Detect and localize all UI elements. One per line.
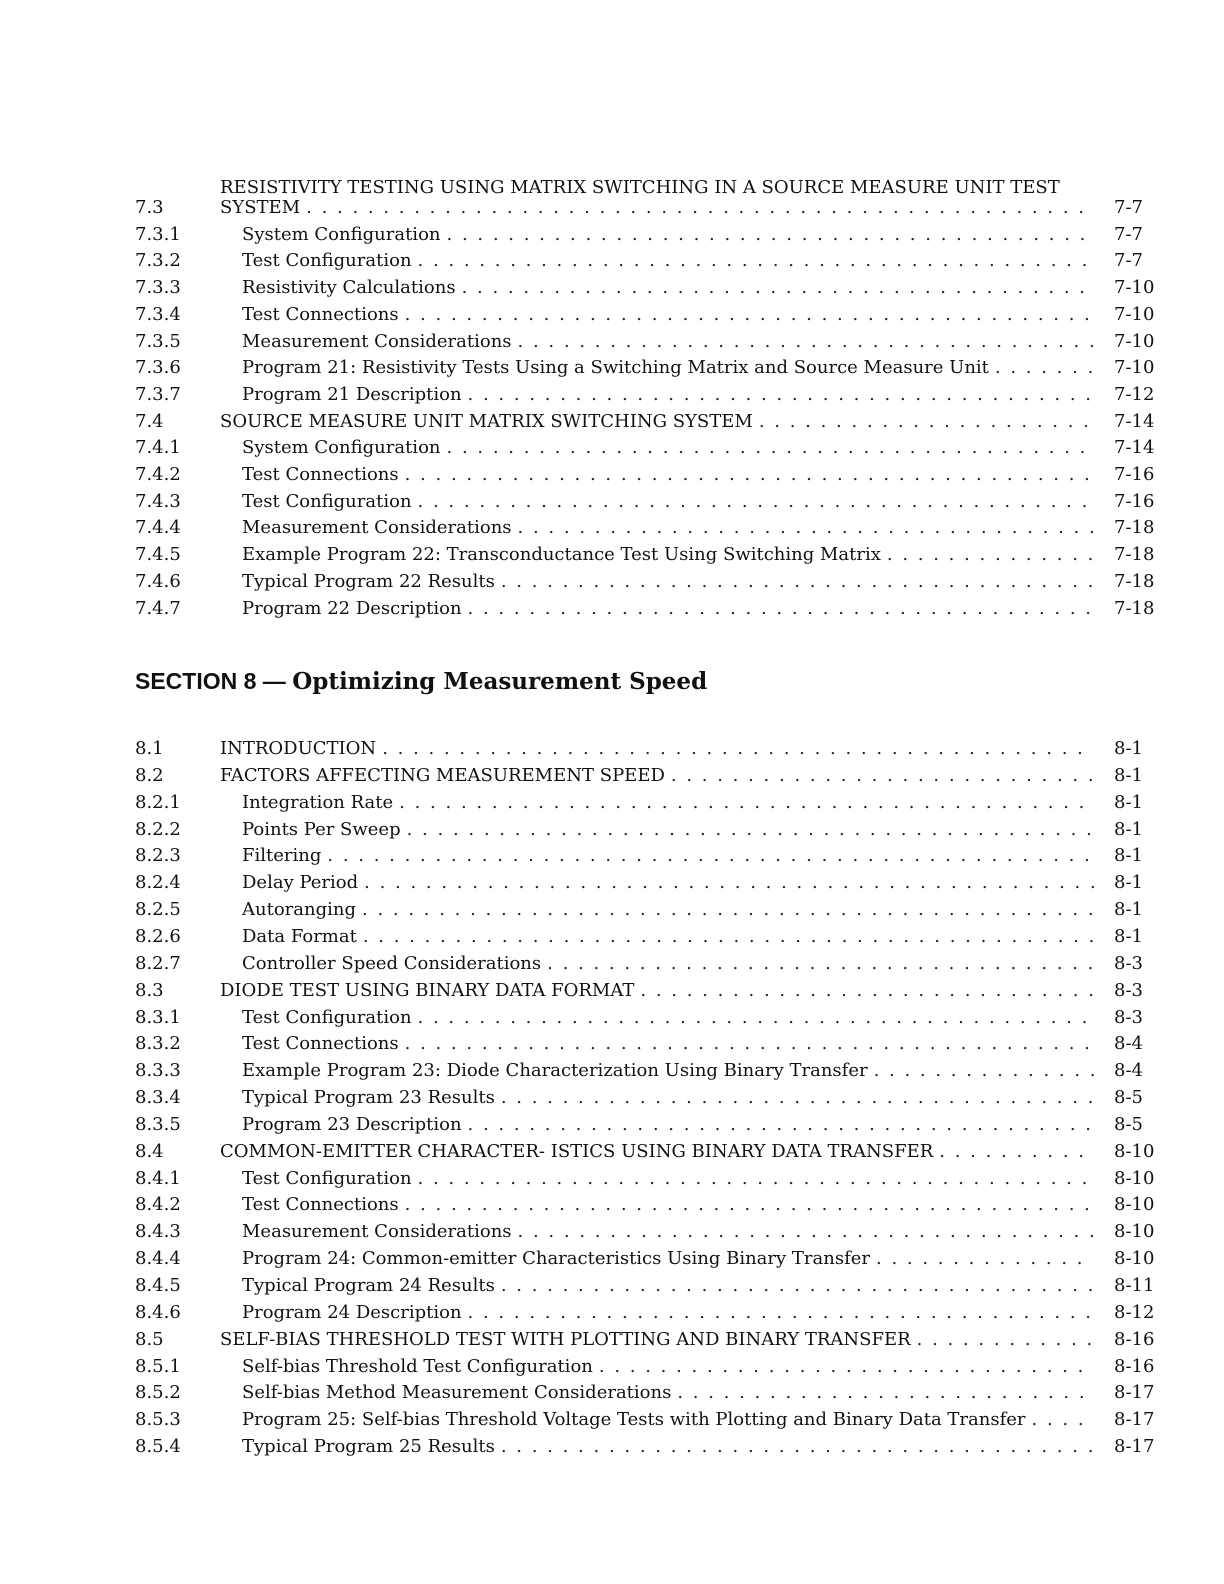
toc-entry-page: 8-12: [1114, 1301, 1155, 1323]
dot-leader: [939, 1138, 1094, 1165]
toc-entry[interactable]: [0, 461, 1224, 488]
toc-entry-page: 8-17: [1114, 1436, 1155, 1458]
dot-leader: [405, 461, 1094, 488]
toc-entry-number: 8.2.2: [135, 818, 181, 840]
toc-entry-page: 7-18: [1114, 570, 1155, 592]
toc-entry-number: 7.4.3: [135, 490, 181, 512]
toc-entry-number: 8.1: [135, 738, 164, 759]
toc-entry-title-group: [242, 328, 1094, 355]
dot-leader: [1032, 1406, 1094, 1433]
toc-entry-number: 7.3.5: [135, 330, 181, 352]
toc-entry-title-group: [242, 896, 1094, 923]
toc-entry-number: 8.2.1: [135, 791, 181, 813]
dot-leader: [468, 1299, 1094, 1326]
toc-entry-title-group: [242, 950, 1094, 977]
toc-entry[interactable]: [0, 434, 1224, 461]
toc-entry-title: Delay Period: [242, 872, 359, 894]
toc-entry[interactable]: [0, 789, 1224, 816]
toc-entry-title: Typical Program 23 Results: [242, 1087, 495, 1109]
toc-entry[interactable]: [0, 869, 1224, 896]
toc-entry-title: Resistivity Calculations: [242, 277, 456, 299]
toc-entry-page: 8-1: [1114, 818, 1143, 840]
toc-entry-title: DIODE TEST USING BINARY DATA FORMAT: [220, 979, 635, 1001]
toc-entry-title-group: [220, 977, 1094, 1004]
dot-leader: [518, 1218, 1094, 1245]
toc-entry-number: 8.2.5: [135, 899, 181, 921]
dot-leader: [671, 762, 1094, 789]
toc-entry[interactable]: [0, 735, 1224, 762]
section-label: SECTION 8 —: [135, 668, 293, 694]
toc-entry-number: 8.2.7: [135, 952, 181, 974]
toc-entry-page: 7-10: [1114, 277, 1155, 299]
dot-leader: [418, 1165, 1094, 1192]
toc-entry-title: Test Configuration: [242, 1006, 412, 1028]
toc-entry-number: 7.3.2: [135, 250, 181, 272]
toc-entry-title: Test Connections: [242, 1033, 399, 1055]
toc-entry-number: 7.3.4: [135, 303, 181, 325]
toc-entry-title-group: [242, 381, 1094, 408]
toc-entry-page: 7-18: [1114, 517, 1155, 539]
toc-entry-page: 8-3: [1114, 952, 1143, 974]
toc-entry-title-group: [220, 408, 1094, 435]
toc-entry-page: 7-10: [1114, 303, 1155, 325]
toc-entry-title: Test Configuration: [242, 490, 412, 512]
toc-entry[interactable]: [0, 1004, 1224, 1031]
toc-entry-number: 7.4.1: [135, 437, 181, 459]
dot-leader: [518, 514, 1094, 541]
dot-leader: [501, 1272, 1094, 1299]
toc-entry-number: 8.4.5: [135, 1275, 181, 1296]
toc-entry[interactable]: [0, 1272, 1224, 1299]
dot-leader: [518, 328, 1094, 355]
toc-entry[interactable]: [0, 1299, 1224, 1326]
toc-entry-title: Test Configuration: [242, 250, 412, 272]
toc-entry-title-group: [220, 735, 1094, 762]
toc-entry-title: FACTORS AFFECTING MEASUREMENT SPEED: [220, 764, 665, 786]
toc-entry-page: 7-10: [1114, 357, 1155, 379]
toc-entry-page: 8-10: [1114, 1167, 1155, 1189]
toc-entry-number: 7.3.6: [135, 357, 181, 379]
toc-entry-number: 8.5.2: [135, 1382, 181, 1404]
toc-entry-number: 8.2: [135, 764, 164, 786]
dot-leader: [362, 896, 1094, 923]
dot-leader: [462, 274, 1094, 301]
toc-entry-number: 8.5.1: [135, 1355, 181, 1377]
section-title: Optimizing Measurement Speed: [292, 668, 708, 695]
toc-entry-title-group: [242, 842, 1094, 869]
toc-entry-page: 7-7: [1114, 223, 1143, 245]
toc-entry-page: 7-10: [1114, 330, 1155, 352]
toc-entry-title: Example Program 22: Transconductance Test Using Switching Matrix: [242, 544, 881, 566]
toc-entry-page: 8-16: [1114, 1355, 1155, 1377]
toc-entry[interactable]: [0, 1165, 1224, 1192]
toc-entry[interactable]: [0, 595, 1224, 622]
toc-entry[interactable]: [0, 1433, 1224, 1460]
toc-entry-number: 7.4.6: [135, 570, 181, 592]
dot-leader: [547, 950, 1094, 977]
toc-entry[interactable]: [0, 381, 1224, 408]
toc-entry[interactable]: [0, 488, 1224, 515]
dot-leader: [327, 842, 1094, 869]
toc-entry-title-group: [242, 541, 1094, 568]
toc-entry-number: 8.4: [135, 1140, 164, 1162]
toc-entry-title-group: [242, 1084, 1094, 1111]
toc-entry-title: Program 23 Description: [242, 1113, 462, 1135]
toc-entry-title-group: [242, 301, 1094, 328]
toc-entry-title-group: [242, 1004, 1094, 1031]
toc-entry-page: 8-1: [1114, 899, 1143, 921]
toc-entry-title: Example Program 23: Diode Characterization Using Binary Transfer: [242, 1060, 868, 1082]
toc-entry-page: 7-16: [1114, 464, 1155, 485]
dot-leader: [501, 568, 1094, 595]
toc-entry-title-group: [242, 1272, 1094, 1299]
toc-entry-title: Program 21 Description: [242, 383, 462, 405]
dot-leader: [468, 1111, 1094, 1138]
toc-entry-number: 8.4.1: [135, 1167, 181, 1189]
toc-entry-page: 8-1: [1114, 791, 1143, 813]
toc-entry-page: 8-1: [1114, 738, 1143, 759]
toc-entry-page: 7-18: [1114, 597, 1155, 619]
toc-entry-title: Filtering: [242, 845, 322, 867]
toc-entry[interactable]: [0, 762, 1224, 789]
toc-entry-title-group: [242, 1165, 1094, 1192]
toc-entry-title-group: [242, 1245, 1094, 1272]
toc-entry-page: 8-17: [1114, 1409, 1155, 1431]
toc-entry-number: 8.2.3: [135, 845, 181, 867]
toc-entry-page: 7-18: [1114, 544, 1155, 566]
toc-entry-page: 7-7: [1114, 197, 1143, 218]
toc-entry-number: 7.3.1: [135, 223, 181, 245]
toc-entry[interactable]: [0, 1379, 1224, 1406]
toc-entry-title-group: [242, 568, 1094, 595]
toc-entry-number: 8.3.3: [135, 1060, 181, 1082]
dot-leader: [447, 221, 1095, 248]
toc-entry[interactable]: [0, 1030, 1224, 1057]
toc-entry-number: 8.5.3: [135, 1409, 181, 1431]
toc-entry[interactable]: [0, 1111, 1224, 1138]
toc-entry-title: Integration Rate: [242, 791, 394, 813]
toc-entry-number: 8.4.6: [135, 1301, 181, 1323]
toc-entry-page: 8-10: [1114, 1221, 1155, 1243]
toc-entry[interactable]: [0, 568, 1224, 595]
dot-leader: [995, 354, 1094, 381]
toc-entry[interactable]: [0, 514, 1224, 541]
toc-entry-title-group: [242, 247, 1094, 274]
toc-entry-title-group: [242, 1030, 1094, 1057]
dot-leader: [917, 1326, 1094, 1353]
toc-entry-number: 8.4.4: [135, 1248, 181, 1270]
toc-entry[interactable]: [0, 1057, 1224, 1084]
toc-entry[interactable]: [0, 274, 1224, 301]
toc-entry-title-group: [242, 1353, 1094, 1380]
toc-entry[interactable]: [0, 301, 1224, 328]
toc-entry-number: 8.3.4: [135, 1087, 181, 1109]
toc-entry-number: 8.5: [135, 1328, 164, 1350]
toc-entry-title: Autoranging: [242, 899, 356, 921]
toc-entry[interactable]: [0, 1245, 1224, 1272]
toc-entry-page: 8-4: [1114, 1060, 1143, 1082]
toc-entry-title-group: [242, 1379, 1094, 1406]
dot-leader: [418, 1004, 1094, 1031]
toc-entry-title-group: [242, 595, 1094, 622]
toc-entry-title-group: [242, 923, 1094, 950]
toc-entry[interactable]: [0, 194, 1224, 221]
toc-entry-page: 7-14: [1114, 410, 1155, 432]
dot-leader: [501, 1433, 1094, 1460]
toc-entry-title: INTRODUCTION: [220, 738, 377, 759]
toc-entry-number: 7.4: [135, 410, 164, 432]
toc-entry[interactable]: [0, 1406, 1224, 1433]
toc-entry-title-group: [242, 1406, 1094, 1433]
toc-entry[interactable]: [0, 247, 1224, 274]
toc-entry-title-group: [242, 1191, 1094, 1218]
toc-entry-page: 8-1: [1114, 872, 1143, 894]
toc-entry[interactable]: [0, 541, 1224, 568]
dot-leader: [887, 541, 1094, 568]
dot-leader: [447, 434, 1095, 461]
toc-entry-page: 8-3: [1114, 979, 1143, 1001]
toc-entry-title: COMMON-EMITTER CHARACTER- ISTICS USING BINARY DATA TRANSFER: [220, 1140, 934, 1162]
toc-entry-title-group: [242, 354, 1094, 381]
toc-entry-page: 8-11: [1114, 1275, 1155, 1296]
toc-entry-title: Measurement Considerations: [242, 517, 512, 539]
toc-entry-title: Typical Program 24 Results: [242, 1275, 495, 1296]
toc-entry-title: SELF-BIAS THRESHOLD TEST WITH PLOTTING AND BINARY TRANSFER: [220, 1328, 911, 1350]
toc-entry-page: 8-10: [1114, 1194, 1155, 1216]
toc-entry-number: 7.4.4: [135, 517, 181, 539]
dot-leader: [405, 301, 1094, 328]
toc-entry-title-group: [242, 1057, 1094, 1084]
toc-entry-number: 7.3.3: [135, 277, 181, 299]
toc-entry-number: 7.3.7: [135, 383, 181, 405]
toc-entry-title-group: [242, 221, 1094, 248]
toc-entry[interactable]: [0, 977, 1224, 1004]
toc-entry-page: 8-17: [1114, 1382, 1155, 1404]
toc-entry-title: Program 25: Self-bias Threshold Voltage Tests with Plotting and Binary Data Transfer: [242, 1409, 1026, 1431]
dot-leader: [405, 1191, 1094, 1218]
toc-entry[interactable]: [0, 1353, 1224, 1380]
toc-entry-number: 7.3: [135, 197, 164, 218]
toc-entry-title: Test Connections: [242, 303, 399, 325]
toc-entry-number: 8.2.6: [135, 925, 181, 947]
toc-entry-title-group: [242, 1433, 1094, 1460]
toc-entry-title: Program 22 Description: [242, 597, 462, 619]
toc-entry-number: 8.5.4: [135, 1436, 181, 1458]
dot-leader: [418, 247, 1094, 274]
toc-entry[interactable]: [0, 1138, 1224, 1165]
toc-entry-title: System Configuration: [242, 223, 441, 245]
toc-entry-title: Measurement Considerations: [242, 330, 512, 352]
toc-entry-page: 8-10: [1114, 1248, 1155, 1270]
toc-entry-number: 8.4.3: [135, 1221, 181, 1243]
dot-leader: [399, 789, 1094, 816]
toc-entry-page: 8-3: [1114, 1006, 1143, 1028]
toc-entry-page: 8-16: [1114, 1328, 1155, 1350]
toc-entry[interactable]: [0, 923, 1224, 950]
dot-leader: [874, 1057, 1094, 1084]
toc-entry-number: 7.4.2: [135, 464, 181, 485]
toc-entry[interactable]: [0, 221, 1224, 248]
dot-leader: [468, 381, 1094, 408]
toc-entry-number: 8.3: [135, 979, 164, 1001]
toc-entry-page: 8-1: [1114, 764, 1143, 786]
toc-entry-title-group: [242, 816, 1094, 843]
toc-entry[interactable]: [0, 1218, 1224, 1245]
toc-entry-title: Typical Program 25 Results: [242, 1436, 495, 1458]
toc-entry-page: 7-16: [1114, 490, 1155, 512]
toc-entry-title-group: [220, 762, 1094, 789]
dot-leader: [382, 735, 1094, 762]
dot-leader: [759, 408, 1094, 435]
toc-entry-page: 8-5: [1114, 1087, 1143, 1109]
toc-entry-number: 7.4.5: [135, 544, 181, 566]
toc-entry-title-group: [242, 869, 1094, 896]
dot-leader: [306, 194, 1094, 221]
toc-entry-title: Test Configuration: [242, 1167, 412, 1189]
toc-entry-number: 8.2.4: [135, 872, 181, 894]
toc-entry-page: 8-1: [1114, 925, 1143, 947]
toc-entry-title: System Configuration: [242, 437, 441, 459]
toc-entry-title-group: [242, 488, 1094, 515]
toc-entry[interactable]: [0, 950, 1224, 977]
toc-entry[interactable]: [0, 816, 1224, 843]
toc-entry[interactable]: [0, 842, 1224, 869]
dot-leader: [501, 1084, 1094, 1111]
toc-entry-title: Test Connections: [242, 1194, 399, 1216]
section-heading: [135, 664, 707, 699]
toc-entry-title-group: [242, 434, 1094, 461]
dot-leader: [407, 816, 1094, 843]
toc-entry-number: 7.4.7: [135, 597, 181, 619]
toc-entry-page: 7-14: [1114, 437, 1155, 459]
toc-entry-page: 8-1: [1114, 845, 1143, 867]
toc-entry-title-group: [220, 1326, 1094, 1353]
toc-entry-title-group: [242, 1218, 1094, 1245]
toc-entry-title-group: [220, 194, 1094, 221]
toc-entry-title-group: [242, 274, 1094, 301]
toc-entry-title-group: [242, 1299, 1094, 1326]
dot-leader: [418, 488, 1094, 515]
toc-entry-title: SOURCE MEASURE UNIT MATRIX SWITCHING SYSTEM: [220, 410, 753, 432]
dot-leader: [405, 1030, 1094, 1057]
toc-entry[interactable]: [0, 1084, 1224, 1111]
toc-entry[interactable]: [0, 896, 1224, 923]
toc-entry-title: Typical Program 22 Results: [242, 570, 495, 592]
toc-entry-title: Self-bias Threshold Test Configuration: [242, 1355, 593, 1377]
toc-entry-title-group: [220, 1138, 1094, 1165]
toc-entry-title: Program 21: Resistivity Tests Using a Switching Matrix and Source Measure Unit: [242, 357, 989, 379]
toc-entry-page: 7-12: [1114, 383, 1155, 405]
dot-leader: [677, 1379, 1094, 1406]
toc-entry-number: 8.3.2: [135, 1033, 181, 1055]
toc-entry[interactable]: [0, 1326, 1224, 1353]
toc-entry-title: Data Format: [242, 925, 357, 947]
toc-entry[interactable]: [0, 354, 1224, 381]
toc-entry-title: Points Per Sweep: [242, 818, 401, 840]
toc-entry[interactable]: [0, 408, 1224, 435]
toc-entry-page: 8-4: [1114, 1033, 1143, 1055]
toc-entry-number: 8.3.1: [135, 1006, 181, 1028]
toc-entry-title-group: [242, 461, 1094, 488]
toc-entry-title: Program 24: Common-emitter Characteristics Using Binary Transfer: [242, 1248, 870, 1270]
toc-entry-number: 8.4.2: [135, 1194, 181, 1216]
toc-entry[interactable]: [0, 328, 1224, 355]
toc-entry-page: 8-10: [1114, 1140, 1155, 1162]
toc-entry-title-line1: RESISTIVITY TESTING USING MATRIX SWITCHING IN A SOURCE MEASURE UNIT TEST: [220, 177, 1060, 198]
dot-leader: [876, 1245, 1094, 1272]
toc-entry[interactable]: [0, 1191, 1224, 1218]
toc-entry-title: SYSTEM: [220, 197, 301, 218]
toc-entry-page: 8-5: [1114, 1113, 1143, 1135]
toc-entry-title: Self-bias Method Measurement Considerations: [242, 1382, 672, 1404]
toc-entry-title: Program 24 Description: [242, 1301, 462, 1323]
toc-entry-title: Test Connections: [242, 464, 399, 485]
toc-entry-number: 8.3.5: [135, 1113, 181, 1135]
dot-leader: [363, 923, 1094, 950]
dot-leader: [364, 869, 1094, 896]
dot-leader: [640, 977, 1094, 1004]
dot-leader: [599, 1353, 1094, 1380]
toc-entry-title: Measurement Considerations: [242, 1221, 512, 1243]
toc-entry-title-group: [242, 514, 1094, 541]
dot-leader: [468, 595, 1094, 622]
toc-entry-title: Controller Speed Considerations: [242, 952, 542, 974]
toc-entry-title-group: [242, 1111, 1094, 1138]
toc-entry-page: 7-7: [1114, 250, 1143, 272]
toc-entry-title-group: [242, 789, 1094, 816]
